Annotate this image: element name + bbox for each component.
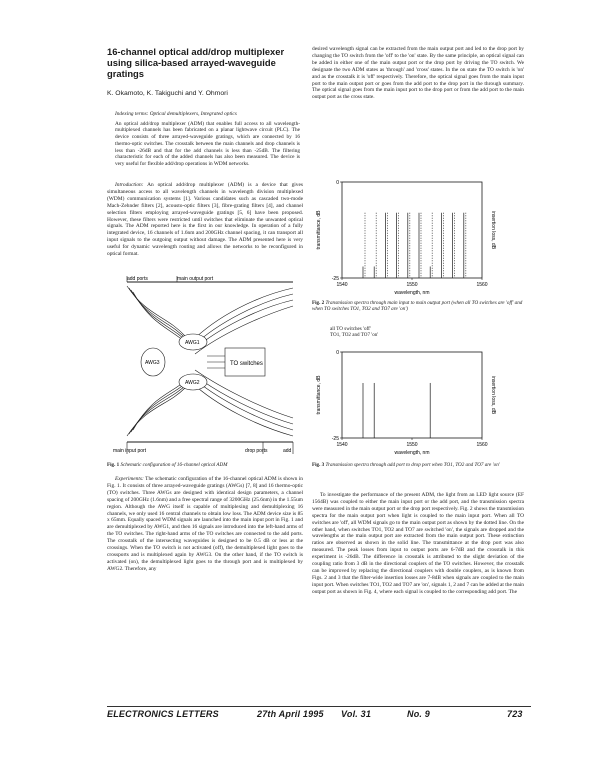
fig2-x-tick-label: 1560 — [476, 282, 488, 288]
footer-date: 27th April 1995 — [257, 709, 324, 719]
figure-2-chart — [312, 176, 524, 296]
fig2-x-tick-label: 1550 — [406, 282, 418, 288]
fig3-x-tick-label: 1560 — [476, 442, 488, 448]
abstract-body: An optical add/drop multiplexer (ADM) that enables full access to all wavelength-multiplexed channels has been fabricated on a planar lightwave circuit (PLC). The device consists of three arrayed-waveguide gratings, which are connected by 16 thermo-optic switches. The crosstalk between the main channels and drop channels is less than -26dB and that for the add channels is less than -25dB. The filtering characteristic for each of the added channels has also been measured. The device is very useful for flexible add/drop operations in WDM networks. — [115, 120, 300, 167]
figure-1-caption — [107, 462, 303, 468]
experiments-text: The schematic configuration of the 16-channel optical ADM is shown in Fig. 1. It consists of three arrayed-waveguide gratings (AWGs) [7, 8] and 16 thermo-optic (TO) switches. Three AWGs are designed with identical design parameters, a channel spacing of 200GHz (1.6nm) and a free spectral range of 3200GHz (25.6nm) in the 1.55um region. Although the AWG itself is capable of multiplexing and demultiplexing 16 channels, we only used 16 central channels to obtain low loss. The ADM device size is 85 x 65mm. Equally spaced WDM signals are launched into the main input port in Fig. 1 and are demultiplexed by AWG1, and then 16 signals are introduced into the left-hand arms of the TO switches. The right-hand arms of the TO switches are connected to the add ports. The crosstalk of the intersecting waveguides is designed to be 0.5 dB or less at the crossings. When the TO switch is not activated (off), the demultiplexed light goes to the crossports and is multiplexed again by AWG3. On the other hand, if the TO switch is activated (on), the demultiplexed light goes to the through port and is multiplexed by AWG2. Therefore, any — [107, 476, 303, 572]
fig1-label-awg3: AWG3 — [145, 360, 160, 366]
fig1-label-main-out: main output port — [177, 276, 214, 282]
fig2-caption-label: Fig. 2 — [312, 300, 325, 306]
figure-3-chart — [312, 346, 524, 456]
fig3-y-axis-label: transmittance, dB — [316, 375, 322, 415]
footer-journal: ELECTRONICS LETTERS — [107, 709, 219, 719]
right-bottom-text: To investigate the performance of the present ADM, the light from an LED light source (EF 1564B) was coupled to either the main input port or the add port, and the transmission spectra were measured in the main output port or the drop port respectively. Fig. 2 shows the transmission spectra for the main output port when light is coupled to the main input port. When all TO switches are 'off', all WDM signals go to the main output port as shown by the dotted line. On the other hand, when switches TO1, TO2 and TO7 are switched 'on', the signals are dropped and the wavelengths at the main output port are extracted from the main output port. These extinction ratios are observed as shown in the solid line. The transmittance at the drop port was also measured. The peak losses from input to output ports are 6-7dB and the crosstalk in this experiment is -26dB. The difference in crosstalk is attributed to the slight deviation of the coupling ratio from 3 dB in the directional couplers of the TO switches. However, the crosstalk can be improved by replacing the directional couplers with double couplers, as is known from Figs. 2 and 3 that the filter-wide insertion losses are 7-8dB when signals are coupled to the main input port. When switches TO1, TO2 and TO7 are 'on', signals 1, 2 and 7 can be added at the main output port as shown in Fig. 4, where each signal is coupled to the corresponding add port. The — [312, 492, 524, 595]
fig3-y-tick-label: -25 — [331, 436, 339, 442]
fig3-caption-text: Transmission spectra through add port to drop port when TO1, TO2 and TO7 are 'on' — [325, 462, 500, 468]
fig2-y-axis-label: transmittance, dB — [316, 210, 322, 250]
fig2-y-tick-label: 0 — [336, 180, 339, 186]
abstract — [115, 111, 300, 168]
right-top-text: desired wavelength signal can be extracted from the main output port and led to the drop port by changing the TO switch from the 'off' to the 'on' state. By the same principle, an optical signal can be added in either one of the main output port or the drop port by driving the TO switch. We designate the two ADM states as 'through' and 'cross' states. In the on state the TO switch is 'on' and as the crosstalk it is 'off' respectively. Therefore, the optical signal goes from the main input port to the main output port or goes from the add port to the drop port in the through summary. The optical signal goes from the main input port to the drop port or from the add port to the main output port as the cross state. — [312, 46, 524, 101]
fig3-x-tick-label: 1540 — [336, 442, 348, 448]
fig1-label-top: add ports — [127, 276, 148, 282]
fig2-legend-2: TO1, TO2 and TO7 'on' — [330, 332, 379, 339]
fig3-right-axis-label: insertion loss, dB — [490, 375, 496, 415]
fig2-plot-frame — [342, 182, 482, 278]
paper-title: 16-channel optical add/drop multiplexer using silica-based arrayed-waveguide gratings — [107, 46, 285, 79]
fig1-label-switches: TO switches — [230, 361, 263, 367]
figure-3-caption — [312, 462, 524, 468]
introduction-paragraph — [107, 182, 303, 268]
indexing-terms: Indexing terms: Optical demultiplexers, Integrated optics — [115, 111, 237, 117]
fig1-label-drop: drop ports — [245, 448, 268, 454]
fig2-legend-1: all TO switches 'off' — [330, 326, 371, 332]
fig1-label-awg1: AWG1 — [185, 340, 200, 346]
figure-2-caption — [312, 300, 524, 313]
right-top-paragraph — [312, 46, 524, 172]
fig2-right-axis-label: insertion loss, dB — [490, 210, 496, 250]
fig1-label-add: add — [283, 448, 292, 454]
fig2-caption-text: Transmission spectra through main input to main output port (when all TO switches are 'off' and when TO switches TO1, TO2 and TO7 are 'on') — [312, 300, 523, 313]
fig3-x-tick-label: 1550 — [406, 442, 418, 448]
footer-number: No. 9 — [407, 709, 431, 719]
fig1-label-main-in: main input port — [113, 448, 147, 454]
footer-page: 723 — [507, 709, 523, 719]
figure-2-legend — [330, 326, 510, 339]
experiments-lead: Experiments: — [115, 476, 144, 482]
authors: K. Okamoto, K. Takiguchi and Y. Ohmori — [107, 90, 228, 97]
fig3-caption-label: Fig. 3 — [312, 462, 325, 468]
fig1-caption-text: Schematic configuration of 16-channel optical ADM — [120, 462, 228, 468]
fig1-label-awg2: AWG2 — [185, 380, 200, 386]
experiments-paragraph — [107, 476, 303, 702]
fig1-caption-label: Fig. 1 — [107, 462, 120, 468]
footer-volume: Vol. 31 — [341, 709, 372, 719]
fig2-x-axis-label: wavelength, nm — [394, 290, 430, 296]
figure-1-schematic — [107, 276, 307, 456]
fig3-x-axis-label: wavelength, nm — [394, 450, 430, 456]
fig3-y-tick-label: 0 — [336, 350, 339, 356]
intro-text: An optical add/drop multiplexer (ADM) is a device that gives simultaneous access to all wavelength channels in wavelength division multiplexed (WDM) communication systems [1]. Various candidates such as cascaded two-mode Mach-Zehnder filters [2], acousto-optic filters [3], fibre-grating filters [4], and channel selection filters employing arrayed-waveguide gratings [5, 6] have been proposed. However, these filters were restricted until switches that eliminate the unwanted optical signals. The ADM reported here is the first in our knowledge. In operation of a fully integrated device, 16 channels of 1.6nm and 200GHz channel spacing, it can transport all input signals to the outgoing output without damage. The ADM presented here is very useful for dynamic wavelength routing and allows the networks to be reconfigured in optical format. — [107, 182, 303, 258]
fig2-x-tick-label: 1540 — [336, 282, 348, 288]
intro-lead: Introduction: — [115, 182, 144, 188]
fig2-y-tick-label: -25 — [331, 276, 339, 282]
footer-rule — [107, 706, 531, 707]
right-bottom-paragraph — [312, 492, 524, 704]
